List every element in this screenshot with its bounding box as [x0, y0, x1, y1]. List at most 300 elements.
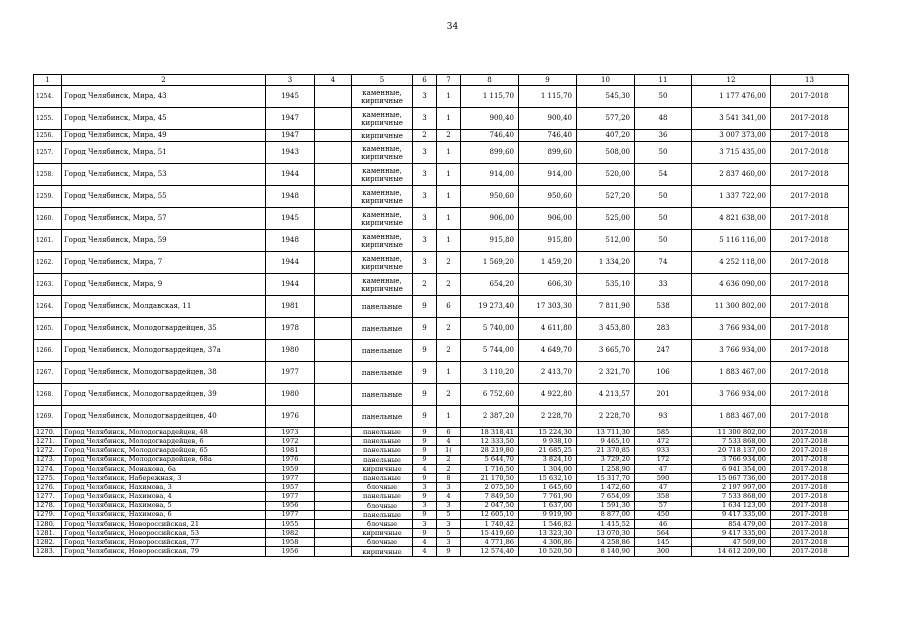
cell-wall-material: каменные, кирпичные — [352, 252, 413, 274]
cell-apartments-area: 527,20 — [577, 186, 635, 208]
cell-row-number: 1259. — [34, 186, 62, 208]
cell-col-4 — [315, 455, 352, 464]
cell-col-4 — [315, 108, 352, 130]
cell-residents: 46 — [635, 519, 692, 528]
cell-address: Город Челябинск, Мира, 43 — [62, 86, 266, 108]
col-header: 6 — [413, 75, 437, 86]
cell-entrances: 1 — [437, 406, 461, 428]
cell-build-year: 1980 — [266, 340, 315, 362]
cell-apartments-area: 7 811,90 — [577, 296, 635, 318]
cell-living-area: 2 413,70 — [519, 362, 577, 384]
cell-wall-material: кирпичные — [352, 130, 413, 142]
cell-entrances: 5 — [437, 529, 461, 538]
cell-total-area: 1 716,50 — [461, 464, 519, 473]
cell-col-4 — [315, 274, 352, 296]
cell-apartments-area: 407,20 — [577, 130, 635, 142]
col-header: 13 — [771, 75, 849, 86]
table-row — [34, 186, 849, 208]
cell-cost: 14 612 209,00 — [692, 547, 771, 556]
cell-row-number: 1282. — [34, 538, 62, 547]
cell-residents: 538 — [635, 296, 692, 318]
cell-build-year: 1944 — [266, 164, 315, 186]
cell-col-4 — [315, 428, 352, 437]
cell-address: Город Челябинск, Молодогвардейцев, 48 — [62, 428, 266, 437]
cell-wall-material: панельные — [352, 437, 413, 446]
cell-apartments-area: 512,00 — [577, 230, 635, 252]
cell-floors: 9 — [413, 446, 437, 455]
cell-entrances: 3 — [437, 519, 461, 528]
cell-row-number: 1255. — [34, 108, 62, 130]
cell-col-4 — [315, 130, 352, 142]
page-number: 34 — [446, 22, 459, 32]
cell-living-area: 914,00 — [519, 164, 577, 186]
cell-apartments-area: 4 213,57 — [577, 384, 635, 406]
cell-row-number: 1260. — [34, 208, 62, 230]
cell-floors: 9 — [413, 529, 437, 538]
cell-col-4 — [315, 164, 352, 186]
cell-col-4 — [315, 340, 352, 362]
cell-entrances: 6 — [437, 428, 461, 437]
cell-col-4 — [315, 473, 352, 482]
table-row — [34, 428, 849, 437]
cell-living-area: 900,40 — [519, 108, 577, 130]
table-row — [34, 164, 849, 186]
cell-address: Город Челябинск, Молодогвардейцев, 68а — [62, 455, 266, 464]
cell-build-year: 1981 — [266, 446, 315, 455]
col-header: 3 — [266, 75, 315, 86]
cell-wall-material: блочные — [352, 519, 413, 528]
cell-address: Город Челябинск, Мира, 9 — [62, 274, 266, 296]
col-header: 1 — [34, 75, 62, 86]
table-row — [34, 230, 849, 252]
cell-wall-material: панельные — [352, 428, 413, 437]
cell-cost: 6 941 354,00 — [692, 464, 771, 473]
table-row — [34, 529, 849, 538]
cell-row-number: 1270. — [34, 428, 62, 437]
cell-period: 2017-2018 — [771, 538, 849, 547]
cell-period: 2017-2018 — [771, 296, 849, 318]
cell-wall-material: блочные — [352, 538, 413, 547]
cell-cost: 5 116 116,00 — [692, 230, 771, 252]
cell-wall-material: блочные — [352, 483, 413, 492]
cell-apartments-area: 2 321,70 — [577, 362, 635, 384]
col-header: 2 — [62, 75, 266, 86]
cell-residents: 36 — [635, 130, 692, 142]
table-row — [34, 340, 849, 362]
cell-apartments-area: 1 258,90 — [577, 464, 635, 473]
cell-col-4 — [315, 538, 352, 547]
cell-residents: 93 — [635, 406, 692, 428]
cell-floors: 2 — [413, 274, 437, 296]
table-row — [34, 501, 849, 510]
cell-address: Город Челябинск, Мира, 53 — [62, 164, 266, 186]
cell-period: 2017-2018 — [771, 547, 849, 556]
cell-address: Город Челябинск, Нахимова, 6 — [62, 510, 266, 519]
table-row — [34, 519, 849, 528]
cell-living-area: 1 546,82 — [519, 519, 577, 528]
cell-period: 2017-2018 — [771, 464, 849, 473]
cell-col-4 — [315, 406, 352, 428]
cell-row-number: 1267. — [34, 362, 62, 384]
cell-period: 2017-2018 — [771, 208, 849, 230]
cell-period: 2017-2018 — [771, 186, 849, 208]
cell-residents: 50 — [635, 142, 692, 164]
cell-address: Город Челябинск, Новороссийская, 21 — [62, 519, 266, 528]
cell-address: Город Челябинск, Новороссийская, 53 — [62, 529, 266, 538]
cell-row-number: 1262. — [34, 252, 62, 274]
cell-row-number: 1257. — [34, 142, 62, 164]
cell-living-area: 899,60 — [519, 142, 577, 164]
cell-build-year: 1977 — [266, 362, 315, 384]
cell-floors: 9 — [413, 296, 437, 318]
cell-period: 2017-2018 — [771, 362, 849, 384]
cell-period: 2017-2018 — [771, 492, 849, 501]
cell-col-4 — [315, 384, 352, 406]
cell-total-area: 5 744,00 — [461, 340, 519, 362]
cell-row-number: 1263. — [34, 274, 62, 296]
cell-total-area: 18 318,41 — [461, 428, 519, 437]
cell-floors: 4 — [413, 464, 437, 473]
cell-floors: 3 — [413, 519, 437, 528]
cell-residents: 74 — [635, 252, 692, 274]
cell-total-area: 5 644,70 — [461, 455, 519, 464]
cell-col-4 — [315, 230, 352, 252]
cell-wall-material: блочные — [352, 501, 413, 510]
cell-period: 2017-2018 — [771, 437, 849, 446]
cell-entrances: 8 — [437, 473, 461, 482]
cell-col-4 — [315, 547, 352, 556]
cell-build-year: 1945 — [266, 86, 315, 108]
cell-wall-material: каменные, кирпичные — [352, 186, 413, 208]
cell-period: 2017-2018 — [771, 340, 849, 362]
cell-apartments-area: 535,10 — [577, 274, 635, 296]
table-row — [34, 510, 849, 519]
cell-wall-material: каменные, кирпичные — [352, 274, 413, 296]
cell-col-4 — [315, 510, 352, 519]
table-row — [34, 455, 849, 464]
cell-apartments-area: 7 654,09 — [577, 492, 635, 501]
cell-residents: 50 — [635, 208, 692, 230]
cell-residents: 283 — [635, 318, 692, 340]
cell-apartments-area: 8 877,00 — [577, 510, 635, 519]
cell-wall-material: каменные, кирпичные — [352, 208, 413, 230]
cell-row-number: 1275. — [34, 473, 62, 482]
cell-living-area: 606,30 — [519, 274, 577, 296]
cell-entrances: 1 — [437, 362, 461, 384]
cell-residents: 358 — [635, 492, 692, 501]
cell-build-year: 1977 — [266, 492, 315, 501]
cell-cost: 47 509,00 — [692, 538, 771, 547]
cell-total-area: 12 574,40 — [461, 547, 519, 556]
cell-col-4 — [315, 501, 352, 510]
cell-floors: 9 — [413, 384, 437, 406]
cell-address: Город Челябинск, Новороссийская, 77 — [62, 538, 266, 547]
table-row — [34, 86, 849, 108]
cell-build-year: 1948 — [266, 230, 315, 252]
table-row — [34, 483, 849, 492]
cell-period: 2017-2018 — [771, 455, 849, 464]
cell-total-area: 12 333,50 — [461, 437, 519, 446]
cell-cost: 3 715 435,00 — [692, 142, 771, 164]
cell-build-year: 1973 — [266, 428, 315, 437]
cell-entrances: 6 — [437, 296, 461, 318]
cell-cost: 2 837 460,00 — [692, 164, 771, 186]
cell-row-number: 1277. — [34, 492, 62, 501]
col-header: 11 — [635, 75, 692, 86]
cell-entrances: 5 — [437, 510, 461, 519]
cell-entrances: 3 — [437, 501, 461, 510]
cell-col-4 — [315, 296, 352, 318]
cell-row-number: 1266. — [34, 340, 62, 362]
cell-wall-material: каменные, кирпичные — [352, 108, 413, 130]
cell-apartments-area: 9 465,10 — [577, 437, 635, 446]
cell-total-area: 4 771,86 — [461, 538, 519, 547]
cell-residents: 48 — [635, 108, 692, 130]
cell-row-number: 1268. — [34, 384, 62, 406]
cell-apartments-area: 1 591,30 — [577, 501, 635, 510]
cell-address: Город Челябинск, Мира, 57 — [62, 208, 266, 230]
cell-living-area: 4 306,86 — [519, 538, 577, 547]
cell-total-area: 915,80 — [461, 230, 519, 252]
cell-address: Город Челябинск, Нахимова, 5 — [62, 501, 266, 510]
cell-period: 2017-2018 — [771, 510, 849, 519]
cell-cost: 854 479,00 — [692, 519, 771, 528]
cell-living-area: 15 632,10 — [519, 473, 577, 482]
table-row — [34, 130, 849, 142]
cell-col-4 — [315, 208, 352, 230]
cell-address: Город Челябинск, Молодогвардейцев, 38 — [62, 362, 266, 384]
col-header: 9 — [519, 75, 577, 86]
cell-residents: 47 — [635, 483, 692, 492]
cell-residents: 247 — [635, 340, 692, 362]
cell-total-area: 19 273,40 — [461, 296, 519, 318]
cell-period: 2017-2018 — [771, 230, 849, 252]
cell-cost: 3 766 934,00 — [692, 340, 771, 362]
cell-period: 2017-2018 — [771, 483, 849, 492]
cell-apartments-area: 1 334,20 — [577, 252, 635, 274]
cell-total-area: 900,40 — [461, 108, 519, 130]
cell-living-area: 9 938,10 — [519, 437, 577, 446]
cell-wall-material: панельные — [352, 340, 413, 362]
cell-entrances: 2 — [437, 464, 461, 473]
cell-wall-material: каменные, кирпичные — [352, 142, 413, 164]
cell-floors: 3 — [413, 186, 437, 208]
cell-living-area: 2 228,70 — [519, 406, 577, 428]
cell-apartments-area: 15 317,70 — [577, 473, 635, 482]
cell-build-year: 1944 — [266, 274, 315, 296]
cell-period: 2017-2018 — [771, 473, 849, 482]
cell-col-4 — [315, 437, 352, 446]
cell-apartments-area: 13 711,30 — [577, 428, 635, 437]
cell-build-year: 1956 — [266, 501, 315, 510]
cell-residents: 300 — [635, 547, 692, 556]
cell-total-area: 28 219,80 — [461, 446, 519, 455]
cell-floors: 9 — [413, 406, 437, 428]
table-row — [34, 473, 849, 482]
cell-address: Город Челябинск, Молодогвардейцев, 37а — [62, 340, 266, 362]
cell-cost: 1 337 722,00 — [692, 186, 771, 208]
cell-wall-material: каменные, кирпичные — [352, 230, 413, 252]
cell-total-area: 746,40 — [461, 130, 519, 142]
cell-build-year: 1977 — [266, 473, 315, 482]
cell-floors: 3 — [413, 230, 437, 252]
cell-wall-material: панельные — [352, 473, 413, 482]
cell-residents: 585 — [635, 428, 692, 437]
cell-total-area: 2 047,50 — [461, 501, 519, 510]
cell-build-year: 1944 — [266, 252, 315, 274]
cell-residents: 50 — [635, 186, 692, 208]
table-row — [34, 464, 849, 473]
cell-period: 2017-2018 — [771, 318, 849, 340]
cell-entrances: 2 — [437, 252, 461, 274]
cell-total-area: 7 849,50 — [461, 492, 519, 501]
cell-cost: 15 067 736,00 — [692, 473, 771, 482]
cell-cost: 3 541 341,00 — [692, 108, 771, 130]
cell-living-area: 1 115,70 — [519, 86, 577, 108]
cell-cost: 1 883 467,00 — [692, 362, 771, 384]
cell-entrances: 4 — [437, 437, 461, 446]
cell-living-area: 1 637,00 — [519, 501, 577, 510]
cell-floors: 3 — [413, 164, 437, 186]
cell-address: Город Челябинск, Молодогвардейцев, 39 — [62, 384, 266, 406]
cell-cost: 1 883 467,00 — [692, 406, 771, 428]
cell-wall-material: панельные — [352, 455, 413, 464]
cell-address: Город Челябинск, Мира, 59 — [62, 230, 266, 252]
cell-apartments-area: 3 665,70 — [577, 340, 635, 362]
cell-cost: 9 417 335,00 — [692, 529, 771, 538]
cell-entrances: 4 — [437, 492, 461, 501]
cell-period: 2017-2018 — [771, 164, 849, 186]
cell-apartments-area: 508,00 — [577, 142, 635, 164]
cell-living-area: 17 303,30 — [519, 296, 577, 318]
cell-floors: 3 — [413, 86, 437, 108]
col-header: 8 — [461, 75, 519, 86]
cell-apartments-area: 21 370,85 — [577, 446, 635, 455]
cell-build-year: 1976 — [266, 455, 315, 464]
cell-period: 2017-2018 — [771, 501, 849, 510]
cell-entrances: 2 — [437, 318, 461, 340]
cell-residents: 450 — [635, 510, 692, 519]
cell-apartments-area: 3 453,80 — [577, 318, 635, 340]
cell-living-area: 4 649,70 — [519, 340, 577, 362]
cell-address: Город Челябинск, Новороссийская, 79 — [62, 547, 266, 556]
cell-apartments-area: 1 472,60 — [577, 483, 635, 492]
cell-residents: 57 — [635, 501, 692, 510]
table-row — [34, 108, 849, 130]
cell-row-number: 1271. — [34, 437, 62, 446]
cell-address: Город Челябинск, Мира, 45 — [62, 108, 266, 130]
cell-period: 2017-2018 — [771, 406, 849, 428]
cell-row-number: 1256. — [34, 130, 62, 142]
cell-cost: 3 766 934,00 — [692, 455, 771, 464]
cell-address: Город Челябинск, Нахимова, 4 — [62, 492, 266, 501]
cell-build-year: 1972 — [266, 437, 315, 446]
cell-floors: 3 — [413, 142, 437, 164]
cell-floors: 9 — [413, 362, 437, 384]
cell-cost: 9 417 335,00 — [692, 510, 771, 519]
table-row — [34, 437, 849, 446]
cell-apartments-area: 1 415,52 — [577, 519, 635, 528]
cell-col-4 — [315, 464, 352, 473]
cell-floors: 9 — [413, 437, 437, 446]
cell-entrances: 2 — [437, 384, 461, 406]
table-row — [34, 142, 849, 164]
cell-total-area: 1 569,20 — [461, 252, 519, 274]
cell-period: 2017-2018 — [771, 86, 849, 108]
cell-entrances: 2 — [437, 340, 461, 362]
cell-build-year: 1978 — [266, 318, 315, 340]
cell-cost: 3 766 934,00 — [692, 384, 771, 406]
cell-apartments-area: 8 140,90 — [577, 547, 635, 556]
cell-address: Город Челябинск, Монакова, 6а — [62, 464, 266, 473]
cell-entrances: 1 — [437, 142, 461, 164]
col-header: 12 — [692, 75, 771, 86]
cell-living-area: 9 919,90 — [519, 510, 577, 519]
cell-living-area: 4 922,80 — [519, 384, 577, 406]
cell-build-year: 1945 — [266, 208, 315, 230]
cell-entrances: 2 — [437, 455, 461, 464]
cell-residents: 472 — [635, 437, 692, 446]
cell-apartments-area: 525,00 — [577, 208, 635, 230]
cell-row-number: 1278. — [34, 501, 62, 510]
cell-total-area: 6 752,60 — [461, 384, 519, 406]
cell-row-number: 1258. — [34, 164, 62, 186]
cell-period: 2017-2018 — [771, 529, 849, 538]
cell-cost: 3 007 373,00 — [692, 130, 771, 142]
cell-address: Город Челябинск, Нахимова, 3 — [62, 483, 266, 492]
table-row — [34, 538, 849, 547]
cell-build-year: 1977 — [266, 510, 315, 519]
cell-living-area: 7 761,90 — [519, 492, 577, 501]
cell-period: 2017-2018 — [771, 274, 849, 296]
cell-build-year: 1947 — [266, 130, 315, 142]
cell-floors: 9 — [413, 510, 437, 519]
cell-cost: 1 634 123,00 — [692, 501, 771, 510]
cell-wall-material: панельные — [352, 406, 413, 428]
cell-floors: 2 — [413, 130, 437, 142]
cell-living-area: 915,80 — [519, 230, 577, 252]
header-row — [34, 75, 849, 86]
cell-row-number: 1272. — [34, 446, 62, 455]
cell-row-number: 1281. — [34, 529, 62, 538]
cell-living-area: 746,40 — [519, 130, 577, 142]
table-row — [34, 208, 849, 230]
cell-entrances: 1 — [437, 208, 461, 230]
table-row — [34, 252, 849, 274]
cell-period: 2017-2018 — [771, 108, 849, 130]
housing-table — [33, 74, 849, 557]
cell-residents: 590 — [635, 473, 692, 482]
cell-floors: 9 — [413, 428, 437, 437]
cell-wall-material: панельные — [352, 492, 413, 501]
cell-col-4 — [315, 142, 352, 164]
cell-row-number: 1273. — [34, 455, 62, 464]
cell-build-year: 1957 — [266, 483, 315, 492]
cell-cost: 4 252 118,00 — [692, 252, 771, 274]
cell-row-number: 1280. — [34, 519, 62, 528]
cell-build-year: 1943 — [266, 142, 315, 164]
cell-residents: 54 — [635, 164, 692, 186]
cell-address: Город Челябинск, Мира, 7 — [62, 252, 266, 274]
cell-cost: 2 197 997,00 — [692, 483, 771, 492]
cell-residents: 33 — [635, 274, 692, 296]
cell-total-area: 654,20 — [461, 274, 519, 296]
table-row — [34, 274, 849, 296]
cell-total-area: 914,00 — [461, 164, 519, 186]
cell-cost: 1 177 476,00 — [692, 86, 771, 108]
cell-wall-material: кирпичные — [352, 529, 413, 538]
cell-floors: 9 — [413, 473, 437, 482]
